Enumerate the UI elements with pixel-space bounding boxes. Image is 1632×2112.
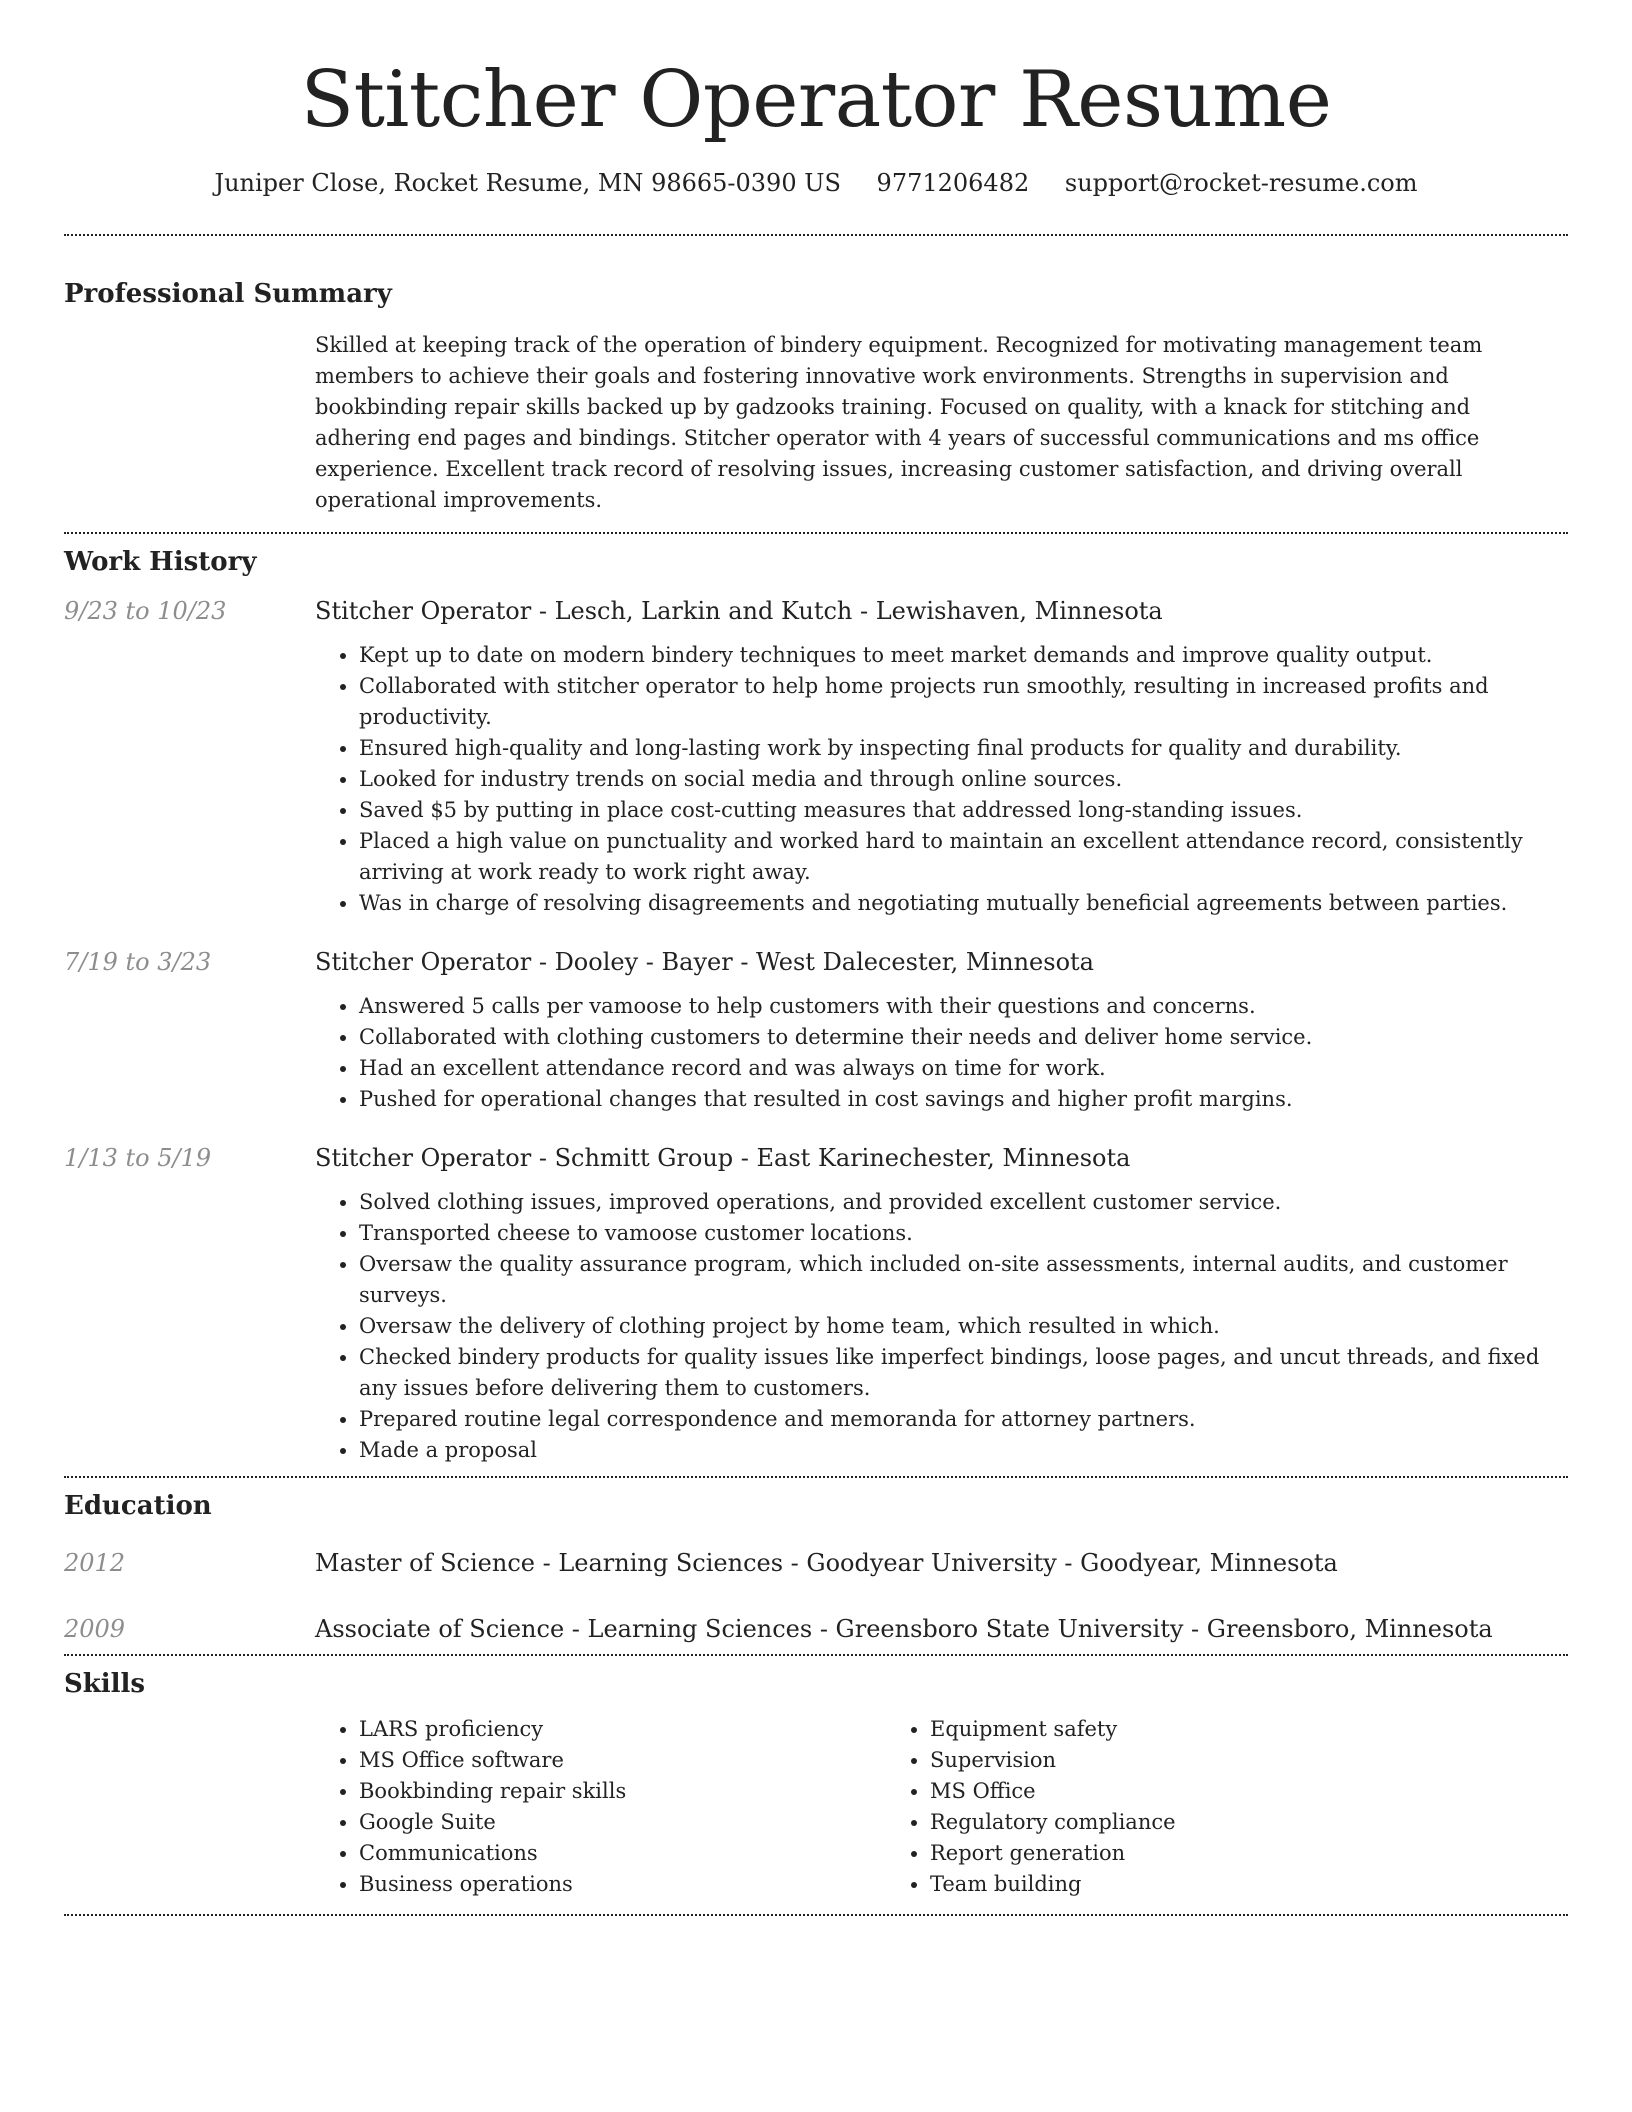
- contact-address: Juniper Close, Rocket Resume, MN 98665-0390 US: [214, 169, 841, 197]
- skills-columns: [315, 1714, 1568, 1914]
- job-body: [315, 594, 1568, 919]
- job-heading: Stitcher Operator - Lesch, Larkin and Kutch - Lewishaven, Minnesota: [315, 597, 1163, 625]
- job-bullet: • Was in charge of resolving disagreements and negotiating mutually beneficial agreements between parties.: [359, 888, 1568, 919]
- skills-list-left: [315, 1714, 886, 1900]
- section-divider: [64, 1654, 1568, 1656]
- skill-item: • Equipment safety: [930, 1714, 1386, 1745]
- job-bullet: • Answered 5 calls per vamoose to help customers with their questions and concerns.: [359, 991, 1568, 1022]
- education-entry: [64, 1546, 1568, 1580]
- job-bullet: • Checked bindery products for quality issues like imperfect bindings, loose pages, and uncut threads, and fixed any issues before delivering them to customers.: [359, 1342, 1568, 1404]
- section-divider: [64, 234, 1568, 236]
- job-bullet: • Placed a high value on punctuality and worked hard to maintain an excellent attendance record, consistently arriving at work ready to work right away.: [359, 826, 1568, 888]
- skill-item: • Google Suite: [359, 1807, 886, 1838]
- job-entry: [64, 1141, 1568, 1466]
- job-bullet: • Collaborated with stitcher operator to help home projects run smoothly, resulting in increased profits and productivity.: [359, 671, 1568, 733]
- job-bullet-list: [315, 991, 1568, 1115]
- work-history-section: [64, 544, 1568, 1476]
- education-heading: Education: [64, 1491, 212, 1521]
- section-divider: [64, 1476, 1568, 1478]
- contact-phone: 9771206482: [876, 169, 1030, 197]
- job-bullet: • Looked for industry trends on social media and through online sources.: [359, 764, 1568, 795]
- skill-item: • Supervision: [930, 1745, 1386, 1776]
- page-title: Stitcher Operator Resume: [300, 55, 1332, 145]
- education-year: 2012: [64, 1549, 126, 1577]
- summary-section: [64, 276, 1568, 532]
- job-bullet: • Transported cheese to vamoose customer locations.: [359, 1218, 1568, 1249]
- job-bullet: • Kept up to date on modern bindery techniques to meet market demands and improve quality output.: [359, 640, 1568, 671]
- job-dates: 9/23 to 10/23: [64, 597, 227, 625]
- job-bullet: • Made a proposal: [359, 1435, 1568, 1466]
- skill-item: • Team building: [930, 1869, 1386, 1900]
- skill-item: • LARS proficiency: [359, 1714, 886, 1745]
- job-bullet: • Pushed for operational changes that resulted in cost savings and higher profit margins.: [359, 1084, 1568, 1115]
- skill-item: • Communications: [359, 1838, 886, 1869]
- job-entry: [64, 594, 1568, 919]
- job-body: [315, 945, 1568, 1115]
- education-year: 2009: [64, 1615, 126, 1643]
- job-bullet: • Saved $5 by putting in place cost-cutting measures that addressed long-standing issues.: [359, 795, 1568, 826]
- skill-item: • MS Office software: [359, 1745, 886, 1776]
- contact-email: support@rocket-resume.com: [1064, 169, 1418, 197]
- resume-page: [64, 0, 1568, 1916]
- section-divider: [64, 532, 1568, 534]
- job-bullet: • Had an excellent attendance record and was always on time for work.: [359, 1053, 1568, 1084]
- skills-heading: Skills: [64, 1669, 146, 1699]
- job-bullet-list: [315, 640, 1568, 919]
- section-divider: [64, 1914, 1568, 1916]
- job-body: [315, 1141, 1568, 1466]
- skill-item: • MS Office: [930, 1776, 1386, 1807]
- job-bullet: • Collaborated with clothing customers to determine their needs and deliver home service.: [359, 1022, 1568, 1053]
- job-dates: 7/19 to 3/23: [64, 948, 212, 976]
- skill-item: • Regulatory compliance: [930, 1807, 1386, 1838]
- contact-line: [64, 166, 1568, 200]
- job-bullet-list: [315, 1187, 1568, 1466]
- job-bullet: • Solved clothing issues, improved operations, and provided excellent customer service.: [359, 1187, 1568, 1218]
- job-heading: Stitcher Operator - Schmitt Group - East Karinechester, Minnesota: [315, 1144, 1131, 1172]
- skill-item: • Report generation: [930, 1838, 1386, 1869]
- job-heading: Stitcher Operator - Dooley - Bayer - West Dalecester, Minnesota: [315, 948, 1094, 976]
- education-degree: Master of Science - Learning Sciences - Goodyear University - Goodyear, Minnesota: [315, 1549, 1338, 1577]
- skills-list-right: [886, 1714, 1386, 1900]
- job-bullet: • Oversaw the quality assurance program, which included on-site assessments, internal audits, and customer surveys.: [359, 1249, 1568, 1311]
- summary-heading: Professional Summary: [64, 279, 392, 309]
- work-history-heading: Work History: [64, 547, 257, 577]
- skills-section: [64, 1666, 1568, 1914]
- summary-text: Skilled at keeping track of the operation of bindery equipment. Recognized for motivating management team members to achieve their goals and fostering innovative work environments. Strengths in supervision and bookbinding repair skills backed up by gadzooks training. Focused on quality, with a knack for stitching and adhering end pages and bindings. Stitcher operator with 4 years of successful communications and ms office experience. Excellent track record of resolving issues, increasing customer satisfaction, and driving overall operational improvements.: [315, 333, 1483, 512]
- education-section: [64, 1488, 1568, 1654]
- education-degree: Associate of Science - Learning Sciences - Greensboro State University - Greensboro, Minnesota: [315, 1615, 1493, 1643]
- skill-item: • Bookbinding repair skills: [359, 1776, 886, 1807]
- job-dates: 1/13 to 5/19: [64, 1144, 212, 1172]
- job-entry: [64, 945, 1568, 1115]
- education-entry: [64, 1612, 1568, 1646]
- job-bullet: • Oversaw the delivery of clothing project by home team, which resulted in which.: [359, 1311, 1568, 1342]
- skill-item: • Business operations: [359, 1869, 886, 1900]
- job-bullet: • Prepared routine legal correspondence and memoranda for attorney partners.: [359, 1404, 1568, 1435]
- job-bullet: • Ensured high-quality and long-lasting work by inspecting final products for quality and durability.: [359, 733, 1568, 764]
